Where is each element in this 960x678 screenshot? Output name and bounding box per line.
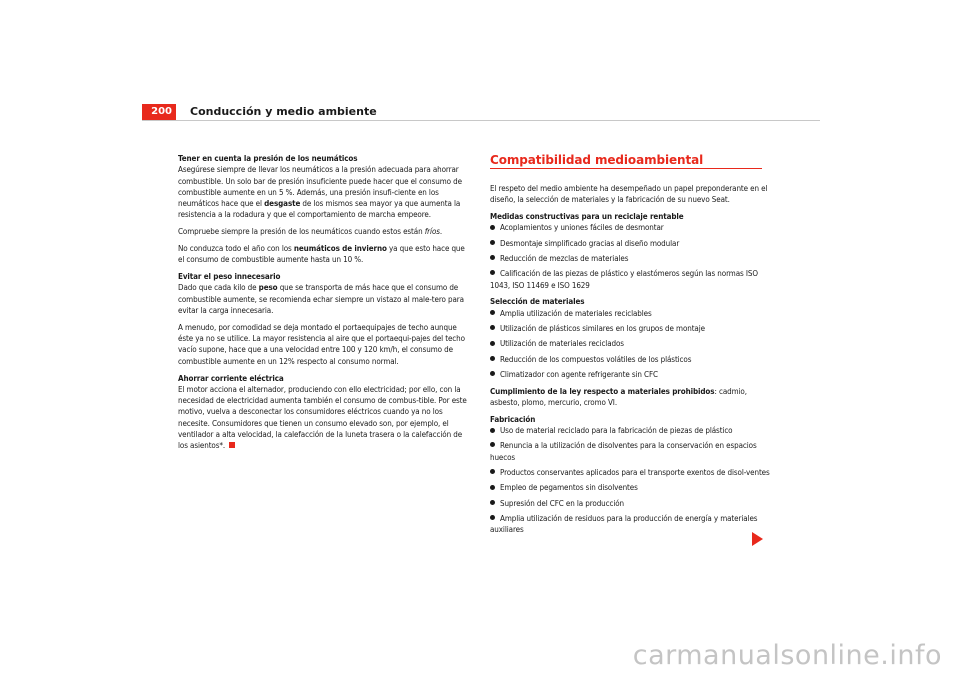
italic-term-cold: fríos [424,227,440,237]
bullet-icon [490,442,495,447]
text-run: No conduzca todo el año con los [178,244,294,254]
text-run: Dado que cada kilo de [178,283,259,293]
list-item-text: Empleo de pegamentos sin disolventes [500,483,638,493]
bullet-icon [490,270,495,275]
watermark: carmanualsonline.info [632,640,942,671]
bullet-icon [490,500,495,505]
text-run: Asegúrese siempre de llevar los neumáticos a la presión adecuada para ahorrar combustible. Un solo bar de presión insuficiente puede hacer que el consumo de combustible aumente en un 5 %. Además, una presión insufi-ciente en los neumáticos hace que el [178,165,462,209]
section-title-rule [490,168,762,169]
list-item-text: Renuncia a la utilización de disolventes para la conservación en espacios huecos [490,441,757,462]
bullet-icon [490,225,495,230]
weight-heading: Evitar el peso innecesario [178,272,281,282]
section-title: Compatibilidad medioambiental [490,153,704,167]
bullet-icon [490,371,495,376]
electricity-paragraph [178,384,472,452]
list-item [490,369,776,380]
list-item-text: Uso de material reciclado para la fabricación de piezas de plástico [500,426,733,436]
intro-paragraph: El respeto del medio ambiente ha desempeñado un papel preponderante en el diseño, la selección de materiales y la fabricación de su nuevo Seat. [490,184,768,205]
list-item [490,513,776,536]
manufacturing-heading: Fabricación [490,414,536,424]
list-item-text: Amplia utilización de residuos para la producción de energía y materiales auxiliares [490,513,758,535]
materials-heading: Selección de materiales [490,297,585,307]
bullet-icon [490,485,495,490]
list-item [490,222,776,233]
list-item [490,440,776,463]
text-run: El motor acciona el alternador, produciendo con ello electricidad; por ello, con la necesidad de electricidad aumenta también el consumo de combus-tible. Por este motivo, vuelva a desconectar los consumidores eléctricos cuando ya no los necesite. Consumidores que tienen un consumo elevado son, por ejemplo, el ventilador a alta velocidad, la calefacción de la luneta trasera o la calefacción de los asientos*. [178,384,467,451]
bullet-icon [490,240,495,245]
text-run: que se transporta de más hace que el consumo de combustible aumente, se recomienda echar siempre un vistazo al male-tero para evitar la carga innecesaria. [178,283,464,316]
recycling-list [490,222,776,290]
bullet-icon [490,469,495,474]
list-item [490,323,776,334]
list-item-text: Utilización de plásticos similares en los grupos de montaje [500,323,705,333]
list-item-text: Climatizador con agente refrigerante sin CFC [500,369,658,379]
weight-paragraph [178,282,472,316]
right-column [490,152,776,541]
text-run: ya que esto hace que el consumo de combustible aumente hasta un 10 %. [178,244,465,265]
bullet-icon [490,341,495,346]
list-item [490,425,776,436]
list-item-text: Reducción de mezclas de materiales [500,253,629,263]
list-item [490,238,776,249]
tire-pressure-paragraph [178,164,472,220]
list-item-text: Acoplamientos y uniones fáciles de desmontar [500,223,664,233]
text-run: : cadmio, asbesto, plomo, mercurio, cromo VI. [490,386,747,407]
list-item-text: Desmontaje simplificado gracias al diseño modular [500,238,680,248]
bullet-icon [490,428,495,433]
list-item [490,482,776,493]
materials-list [490,308,776,380]
list-item [490,354,776,365]
list-item [490,268,776,291]
text-run: Compruebe siempre la presión de los neumáticos cuando estos están [178,227,425,237]
text-run: de los mismos sea mayor ya que aumenta la resistencia a la rodadura y que el comportamiento de marcha empeore. [178,199,461,220]
list-item [490,253,776,264]
list-item-text: Amplia utilización de materiales reciclables [500,308,652,318]
list-item-text: Calificación de las piezas de plástico y elastómeros según las normas ISO 1043, ISO 11469 e ISO 1629 [490,269,758,290]
bullet-icon [490,356,495,361]
list-item-text: Reducción de los compuestos volátiles de los plásticos [500,354,692,364]
electricity-heading: Ahorrar corriente eléctrica [178,373,284,383]
manufacturing-list [490,425,776,535]
bullet-icon [490,515,495,520]
left-column [178,153,472,457]
bullet-icon [490,255,495,260]
list-item [490,498,776,509]
next-page-arrow-icon [752,532,763,546]
list-item [490,467,776,478]
tire-pressure-heading: Tener en cuenta la presión de los neumáticos [178,154,358,163]
chapter-title: Conducción y medio ambiente [190,105,377,118]
header-rule [142,120,820,121]
section-end-mark [229,442,235,448]
cold-tires-paragraph [178,226,472,237]
bold-term-wear: desgaste [264,199,301,209]
list-item [490,338,776,349]
page-number: 200 [142,104,176,120]
list-item [490,308,776,319]
bold-term-weight: peso [258,283,278,293]
text-run: . [439,227,443,237]
prohibited-materials-heading: Cumplimiento de la ley respecto a materiales prohibidos [490,386,715,396]
winter-tires-paragraph [178,243,472,266]
list-item-text: Utilización de materiales reciclados [500,339,624,349]
list-item-text: Supresión del CFC en la producción [500,498,625,508]
bullet-icon [490,310,495,315]
prohibited-materials-paragraph [490,386,776,409]
roof-rack-paragraph: A menudo, por comodidad se deja montado el portaequipajes de techo aunque éste ya no se utilice. La mayor resistencia al aire que el portaequi-pajes del techo vacío supone, hace que a una velocidad entre 100 y 120 km/h, el consumo de combustible aumente en un 12% respecto al consumo normal. [178,322,465,366]
bullet-icon [490,325,495,330]
bold-term-winter-tires: neumáticos de invierno [293,244,387,254]
recycling-heading: Medidas constructivas para un reciclaje rentable [490,212,684,222]
list-item-text: Productos conservantes aplicados para el transporte exentos de disol-ventes [500,467,770,477]
